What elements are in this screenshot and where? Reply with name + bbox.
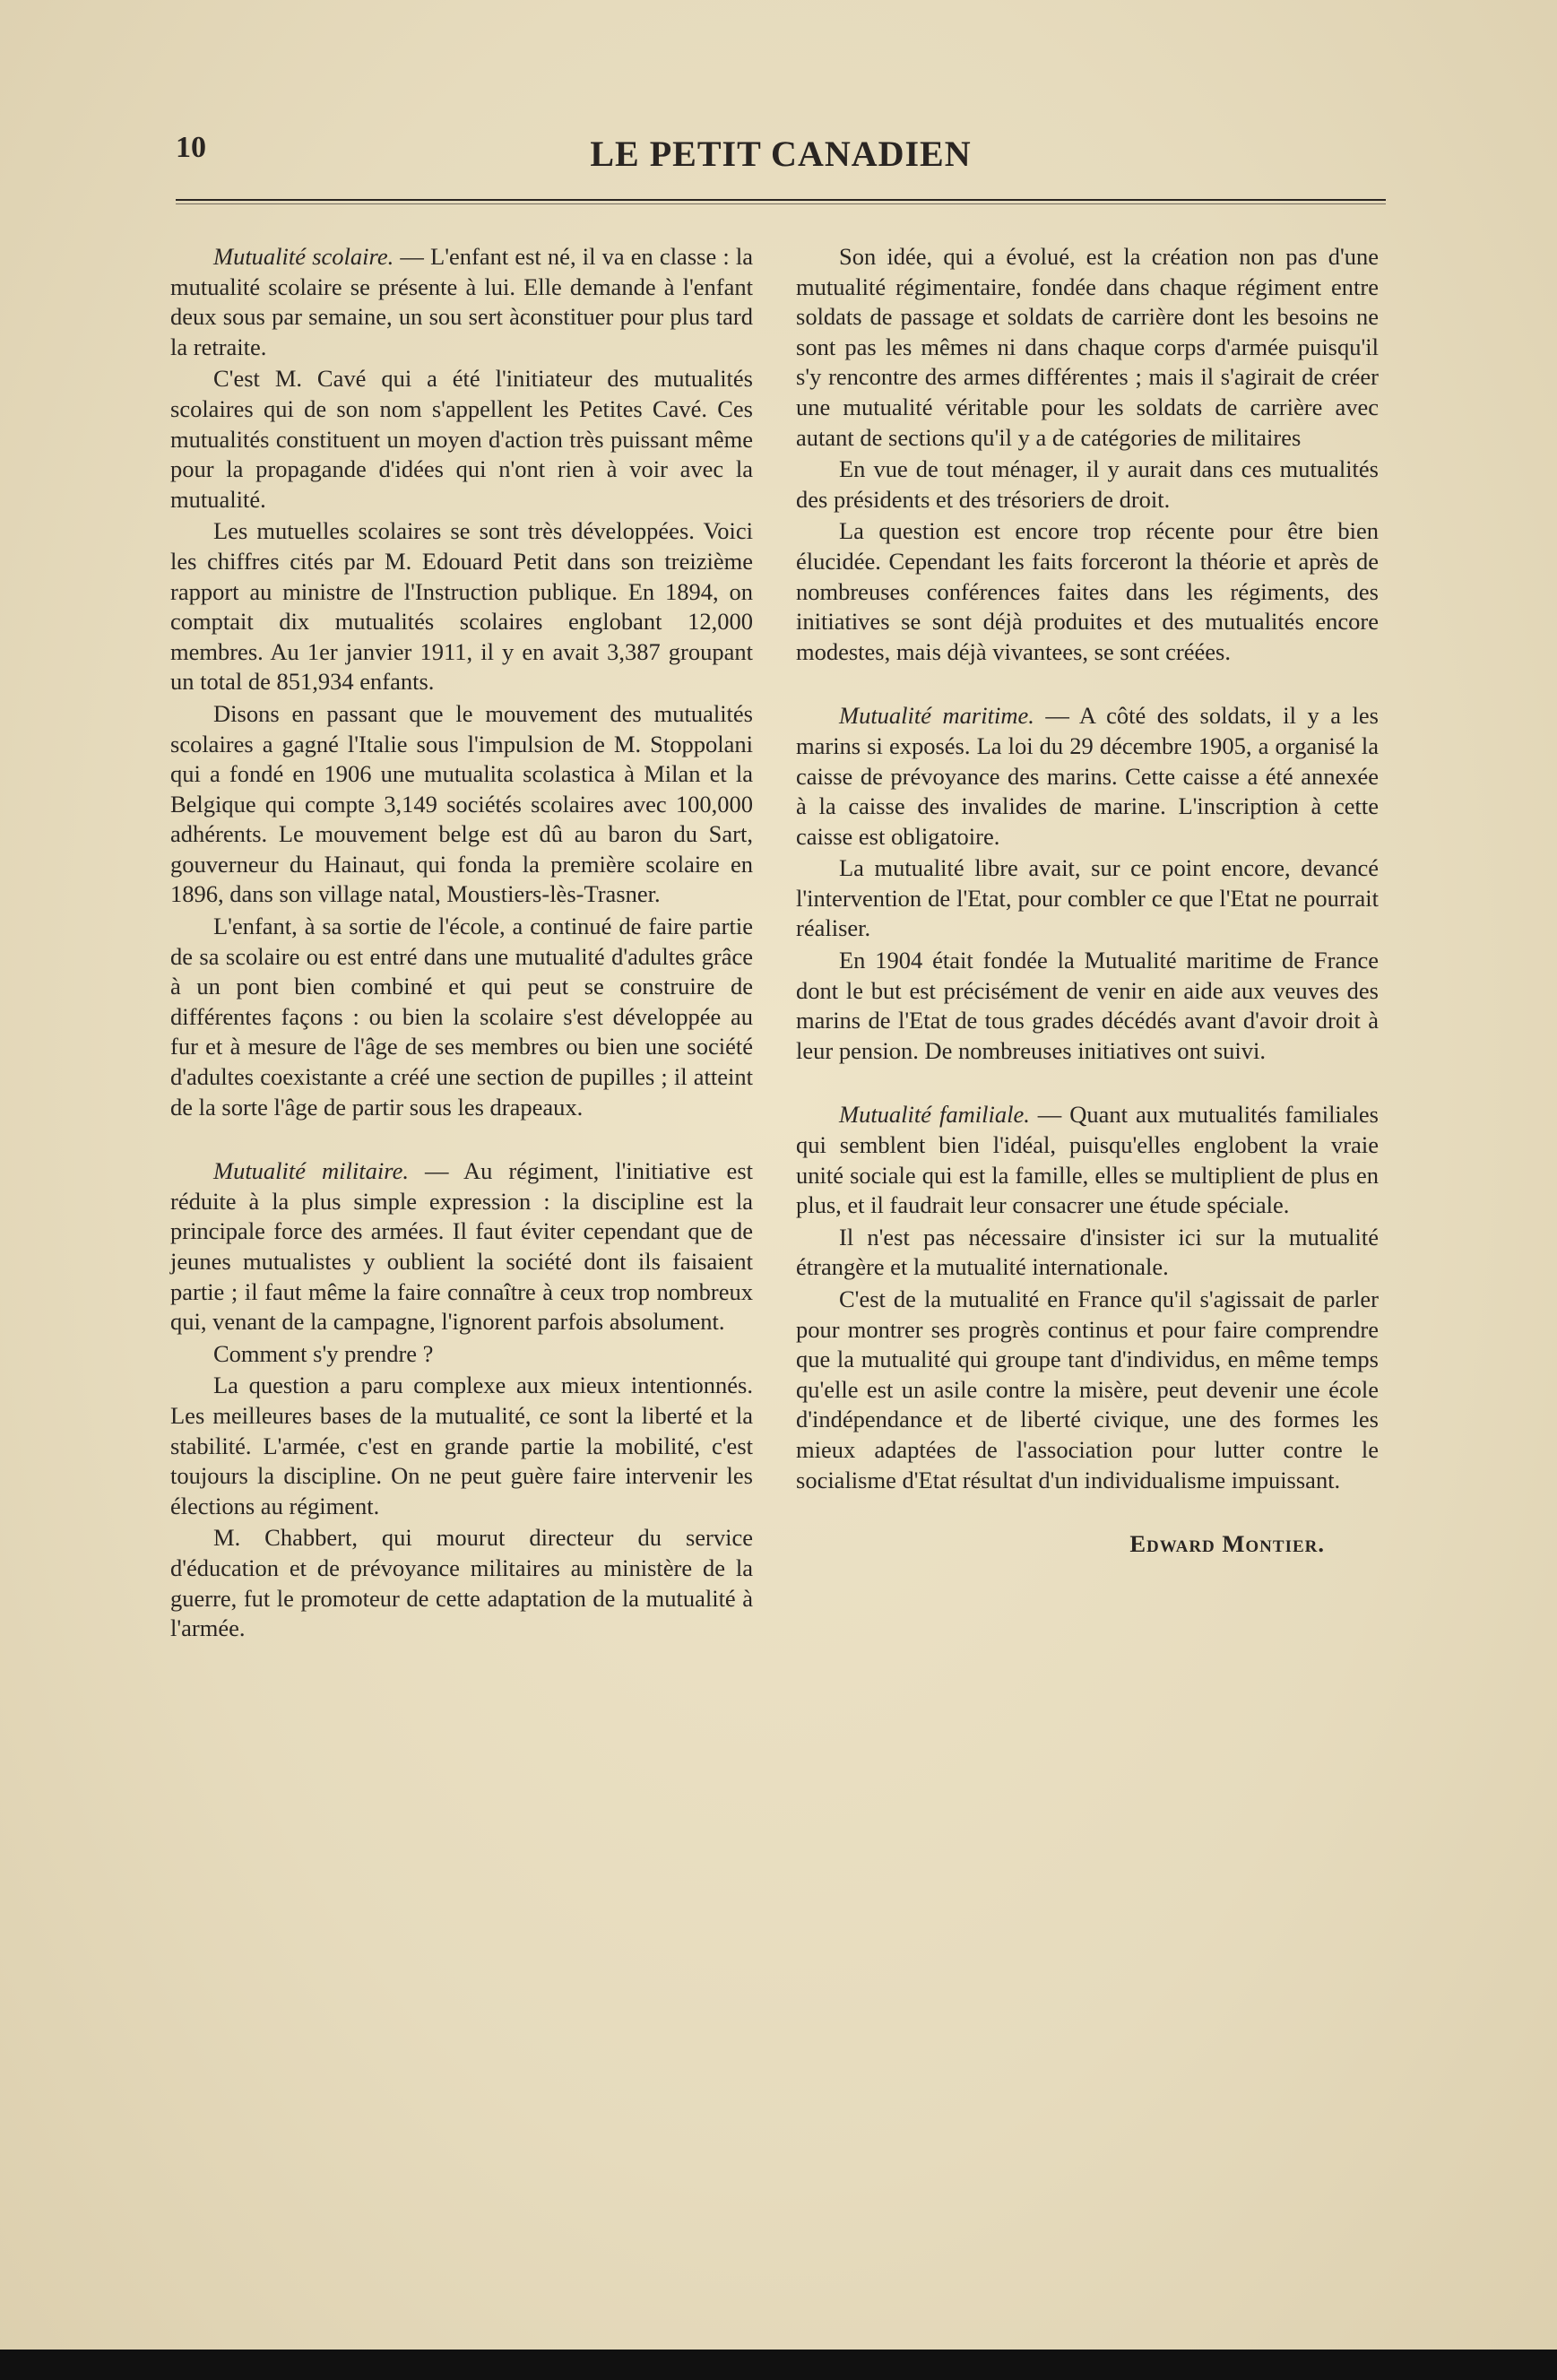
section-heading-maritime: Mutualité maritime. xyxy=(839,702,1034,730)
section-heading-militaire: Mutualité militaire. xyxy=(213,1157,409,1185)
page-header xyxy=(176,125,1386,188)
paragraph: La mutualité libre avait, sur ce point encore, devancé l'intervention de l'Etat, pour combler ce que l'Etat ne pourrait réaliser. xyxy=(796,854,1379,942)
paragraph: Disons en passant que le mouvement des mutualités scolaires a gagné l'Italie sous l'impulsion de M. Stoppolani qui a fondé en 1906 une mutualita scolastica à Milan et la Belgique qui compte 3,149 sociétés scolaires avec 100,000 adhérents. Le mouvement belge est dû au baron du Sart, gouverneur du Hainaut, qui fonda la première scolaire en 1896, dans son village natal, Moustiers-lès-Trasner. xyxy=(170,699,753,908)
paragraph: La question a paru complexe aux mieux intentionnés. Les meilleures bases de la mutualité, ce sont la liberté et la stabilité. L'armée, c'est en grande partie la mobilité, c'est toujours la discipline. On ne peut guère faire intervenir les élections au régiment. xyxy=(170,1372,753,1519)
paragraph: En 1904 était fondée la Mutualité maritime de France dont le but est précisément de venir en aide aux veuves des marins de l'Etat de tous grades décédés avant d'avoir droit à leur pension. De nombreuses initiatives ont suivi. xyxy=(796,947,1379,1064)
right-column xyxy=(796,242,1379,1562)
paragraph: Son idée, qui a évolué, est la création non pas d'une mutualité régimentaire, fondée dans chaque régiment entre soldats de passage et soldats de carrière dont les besoins ne sont pas les mêmes ni dans chaque corps d'armée puisqu'il s'y rencontre des armes différentes ; mais il s'agirait de créer une mutualité véritable pour les soldats de carrière avec autant de sections qu'il y a de catégories de militaires xyxy=(796,243,1379,451)
left-column xyxy=(170,242,753,1646)
scan-edge xyxy=(0,2350,1557,2380)
page-number: 10 xyxy=(176,131,206,164)
paragraph-text: — L'enfant est né, il va en classe : la mutualité scolaire se présente à lui. Elle demande à l'enfant deux sous par semaine, un sou sert àconstituer pour plus tard la retraite. xyxy=(170,243,753,360)
paragraph-text: — Quant aux mutualités familiales qui semblent bien l'idéal, puisqu'elles englobent la vraie unité sociale qui est la famille, elles se multiplient de plus en plus, et il faudrait leur consacrer une étude spéciale. xyxy=(796,1101,1379,1219)
running-title: LE PETIT CANADIEN xyxy=(590,134,972,174)
section-heading-familiale: Mutualité familiale. xyxy=(839,1101,1030,1129)
header-rule xyxy=(176,199,1386,201)
paragraph xyxy=(170,242,753,362)
paragraph: C'est M. Cavé qui a été l'initiateur des mutualités scolaires qui de son nom s'appellent les Petites Cavé. Ces mutualités constituent un moyen d'action très puissant même pour la propagande d'idées qui n'ont rien à voir avec la mutualité. xyxy=(170,365,753,513)
paragraph: Comment s'y prendre ? xyxy=(213,1339,434,1367)
paragraph: La question est encore trop récente pour être bien élucidée. Cependant les faits forceront la théorie et après de nombreuses conférences faites dans les régiments, des initiatives se sont déjà produites et des mutualités encore modestes, mais déjà vivantees, se sont créées. xyxy=(796,517,1379,665)
paragraph xyxy=(796,1100,1379,1220)
paragraph: M. Chabbert, qui mourut directeur du service d'éducation et de prévoyance militaires au ministère de la guerre, fut le promoteur de cette adaptation de la mutualité à l'armée. xyxy=(170,1524,753,1642)
header-rule-thin xyxy=(176,203,1386,204)
paragraph: En vue de tout ménager, il y aurait dans ces mutualités des présidents et des trésoriers de droit. xyxy=(796,455,1379,513)
paragraph xyxy=(170,1156,753,1337)
paragraph-text: — A côté des soldats, il y a les marins si exposés. La loi du 29 décembre 1905, a organisé la caisse de prévoyance des marins. Cette caisse a été annexée à la caisse des invalides de marine. L'inscription à cette caisse est obligatoire. xyxy=(796,702,1379,850)
paragraph xyxy=(796,701,1379,852)
paragraph: Les mutuelles scolaires se sont très développées. Voici les chiffres cités par M. Edouard Petit dans son treizième rapport au ministre de l'Instruction publique. En 1894, on comptait dix mutualités scolaires englobant 12,000 membres. Au 1er janvier 1911, il y en avait 3,387 groupant un total de 851,934 enfants. xyxy=(170,517,753,696)
author-signature: Edward Montier. xyxy=(1129,1530,1325,1558)
paragraph: C'est de la mutualité en France qu'il s'agissait de parler pour montrer ses progrès continus et pour faire comprendre que la mutualité qui groupe tant d'individus, en même temps qu'elle est un asile contre la misère, peut devenir une école d'indépendance et de liberté civique, une des formes les mieux adaptées de l'association pour lutter contre le socialisme d'Etat résultat d'un individualisme impuissant. xyxy=(796,1285,1379,1493)
paragraph: L'enfant, à sa sortie de l'école, a continué de faire partie de sa scolaire ou est entré dans une mutualité d'adultes grâce à un pont bien combiné et qui peut se construire de différentes façons : ou bien la scolaire s'est développée au fur et à mesure de l'âge de ses membres ou bien une société d'adultes coexistante a créé une section de pupilles ; il atteint de la sorte l'âge de partir sous les drapeaux. xyxy=(170,913,753,1121)
paragraph-text: — Au régiment, l'initiative est réduite à la plus simple expression : la discipline est la principale force des armées. Il faut éviter cependant que de jeunes mutualistes y oublient la société dont ils faisaient partie ; il faut même la faire connaître à ceux trop nombreux qui, venant de la campagne, l'ignorent parfois absolument. xyxy=(170,1157,753,1336)
section-heading-scolaire: Mutualité scolaire. xyxy=(213,243,394,270)
paragraph: Il n'est pas nécessaire d'insister ici sur la mutualité étrangère et la mutualité internationale. xyxy=(796,1223,1379,1281)
